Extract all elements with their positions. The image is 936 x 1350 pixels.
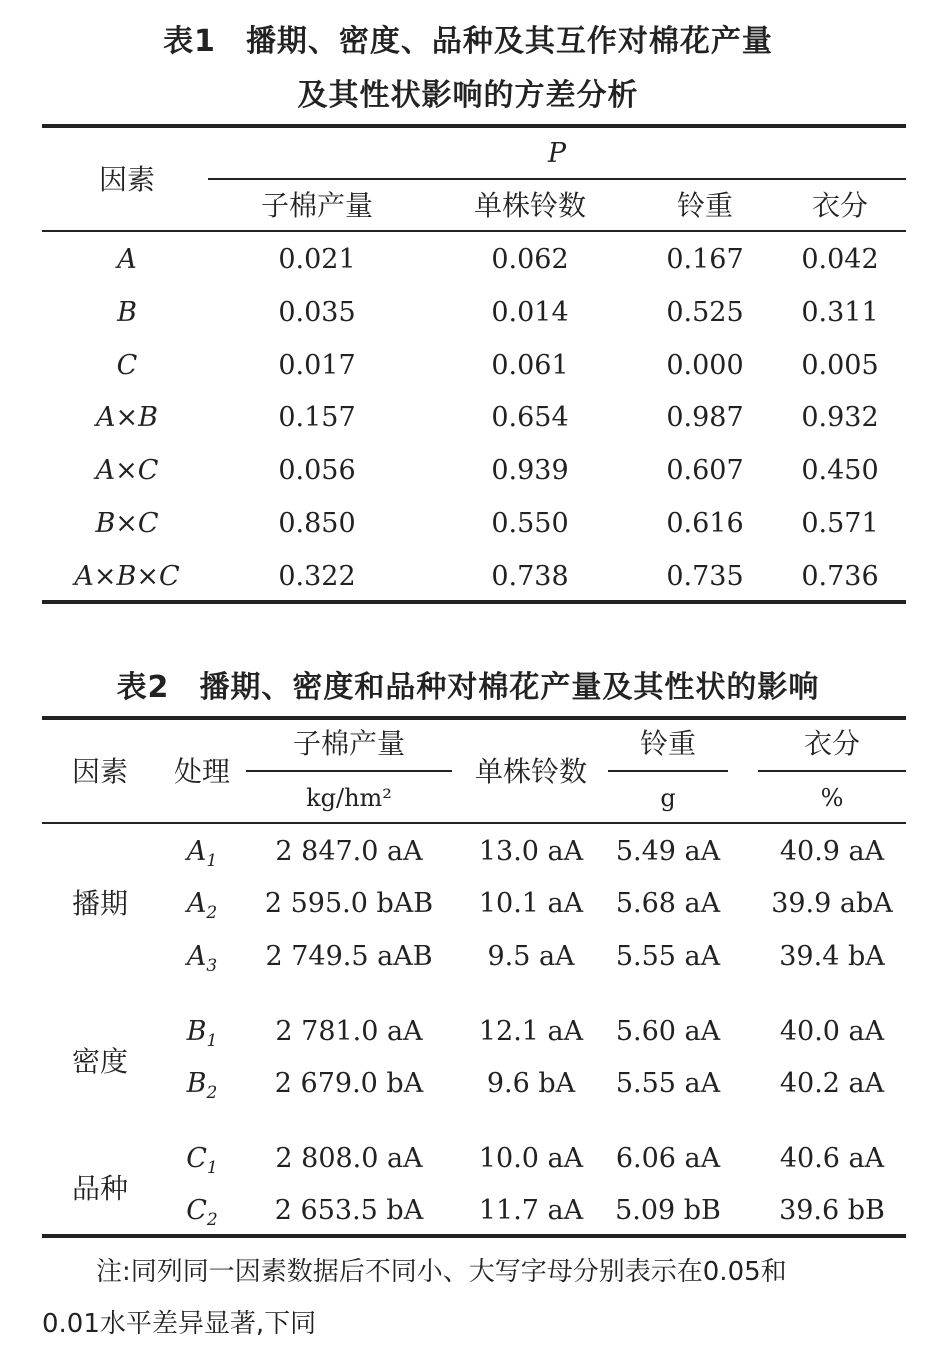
table2-yield-unit-rule bbox=[246, 770, 452, 772]
table2-title bbox=[0, 662, 936, 706]
table1-cell: 0.000 bbox=[666, 349, 744, 381]
table1-cell: 0.571 bbox=[801, 508, 879, 539]
treatment-subscript: 2 bbox=[206, 1083, 218, 1103]
table2-header-lint-unit: % bbox=[820, 784, 844, 812]
table1-header-factor: 因素 bbox=[98, 163, 155, 196]
table1-cell: 0.736 bbox=[801, 560, 879, 592]
table1-row-factor: B bbox=[117, 296, 137, 328]
table1-header-col-weight: 铃重 bbox=[676, 189, 733, 222]
table1-cell: 0.157 bbox=[278, 402, 356, 434]
table2-cell-weight: 5.49 aA bbox=[615, 836, 721, 867]
table1-header-col-lint: 衣分 bbox=[811, 189, 868, 222]
table1-cell: 0.654 bbox=[491, 402, 569, 434]
treatment-subscript: 2 bbox=[206, 903, 218, 923]
table1-cell: 0.042 bbox=[801, 244, 879, 275]
table2-treatment bbox=[160, 1068, 244, 1109]
table2-treatment bbox=[160, 1195, 244, 1236]
table2-treatment bbox=[160, 941, 244, 982]
table2-header-boll-weight-unit: g bbox=[660, 784, 676, 812]
table2-cell-lint: 39.6 bB bbox=[779, 1195, 885, 1226]
treatment-letter: A bbox=[186, 941, 207, 972]
table2-cell-lint: 40.0 aA bbox=[779, 1016, 885, 1047]
table2-cell-bolls: 9.6 bA bbox=[486, 1068, 576, 1099]
table2-header-yield-unit: kg/hm² bbox=[306, 784, 392, 812]
table2-cell-yield: 2 781.0 aA bbox=[275, 1016, 423, 1047]
table1-row-factor: A×B×C bbox=[74, 560, 180, 592]
table2-cell-bolls: 9.5 aA bbox=[487, 941, 575, 972]
table2-treatment bbox=[160, 888, 244, 929]
table2-cell-yield: 2 847.0 aA bbox=[275, 836, 423, 867]
table2-group-factor: 密度 bbox=[71, 1045, 128, 1078]
table1-title-line1: 播期、密度、品种及其互作对棉花产量 bbox=[245, 24, 773, 59]
table1-cell: 0.550 bbox=[491, 508, 569, 539]
table2-cell-yield: 2 595.0 bAB bbox=[264, 888, 434, 919]
treatment-subscript: 2 bbox=[206, 1210, 218, 1230]
table2-cell-bolls: 12.1 aA bbox=[478, 1016, 584, 1047]
table2-cell-weight: 5.68 aA bbox=[615, 888, 721, 919]
table1-row-factor: A bbox=[117, 244, 137, 275]
table1-cell: 0.850 bbox=[278, 508, 356, 539]
table2-header-boll-weight: 铃重 bbox=[639, 727, 696, 760]
table2-cell-bolls: 13.0 aA bbox=[478, 836, 584, 867]
table2-cell-yield: 2 808.0 aA bbox=[275, 1143, 423, 1174]
table1-top-rule bbox=[42, 124, 906, 128]
table2-cell-bolls: 10.0 aA bbox=[478, 1143, 584, 1174]
table1-row-factor: C bbox=[116, 349, 138, 381]
table2-header-rule bbox=[42, 822, 906, 824]
table1-title bbox=[0, 16, 936, 60]
table2-cell-weight: 6.06 aA bbox=[615, 1143, 721, 1174]
table1-cell: 0.616 bbox=[666, 508, 744, 539]
table1-header-rule bbox=[42, 230, 906, 232]
table2-number: 表2 bbox=[116, 670, 170, 705]
table1-header-p: P bbox=[547, 138, 567, 169]
table1-row-factor: A×B bbox=[96, 402, 158, 434]
treatment-letter: C bbox=[186, 1195, 207, 1226]
table2-header-factor: 因素 bbox=[71, 755, 128, 788]
treatment-subscript: 1 bbox=[206, 851, 218, 871]
table2-header-bolls: 单株铃数 bbox=[474, 755, 587, 788]
table2-group-factor: 播期 bbox=[71, 887, 128, 920]
table-note-line2: 0.01水平差异显著,下同 bbox=[42, 1309, 317, 1339]
table2-cell-lint: 40.9 aA bbox=[779, 836, 885, 867]
table2-cell-weight: 5.55 aA bbox=[615, 941, 721, 972]
table2-cell-bolls: 10.1 aA bbox=[478, 888, 584, 919]
table2-cell-weight: 5.55 aA bbox=[615, 1068, 721, 1099]
table1-cell: 0.021 bbox=[278, 244, 356, 275]
table1-cell: 0.735 bbox=[666, 560, 744, 592]
table2-cell-bolls: 11.7 aA bbox=[478, 1195, 584, 1226]
table2-cell-lint: 39.4 bA bbox=[779, 941, 885, 972]
table2-lint-unit-rule bbox=[758, 770, 906, 772]
table1-cell: 0.525 bbox=[666, 296, 744, 328]
treatment-subscript: 3 bbox=[206, 956, 218, 976]
table2-cell-yield: 2 653.5 bA bbox=[274, 1195, 424, 1226]
table2-cell-lint: 40.6 aA bbox=[779, 1143, 885, 1174]
table1-cell: 0.450 bbox=[801, 455, 879, 487]
table1-cell: 0.035 bbox=[278, 296, 356, 328]
treatment-subscript: 1 bbox=[206, 1158, 218, 1178]
table2-header-treatment: 处理 bbox=[173, 755, 230, 788]
table1-header-col-bolls: 单株铃数 bbox=[473, 189, 586, 222]
table2-group-factor: 品种 bbox=[71, 1172, 128, 1205]
table1-bottom-rule bbox=[42, 600, 906, 604]
table1-cell: 0.061 bbox=[491, 349, 569, 381]
table1-cell: 0.014 bbox=[491, 296, 569, 328]
table1-title-line2: 及其性状影响的方差分析 bbox=[297, 78, 639, 113]
table2-cell-yield: 2 749.5 aAB bbox=[265, 941, 433, 972]
table1-p-rule bbox=[208, 178, 906, 180]
table1-row-factor: A×C bbox=[95, 455, 159, 487]
table2-treatment bbox=[160, 836, 244, 877]
table2-weight-unit-rule bbox=[608, 770, 728, 772]
table1-cell: 0.607 bbox=[666, 455, 744, 487]
table1-cell: 0.738 bbox=[491, 560, 569, 592]
table1-cell: 0.167 bbox=[666, 244, 744, 275]
treatment-subscript: 1 bbox=[206, 1031, 218, 1051]
table1-cell: 0.932 bbox=[801, 402, 879, 434]
treatment-letter: C bbox=[186, 1143, 207, 1174]
table2-title-text: 播期、密度和品种对棉花产量及其性状的影响 bbox=[199, 670, 820, 705]
table2-cell-weight: 5.09 bB bbox=[615, 1195, 721, 1226]
table1-cell: 0.322 bbox=[278, 560, 356, 592]
table2-header-yield: 子棉产量 bbox=[292, 727, 405, 760]
table1-cell: 0.017 bbox=[278, 349, 356, 381]
table1-cell: 0.062 bbox=[491, 244, 569, 275]
table1-cell: 0.056 bbox=[278, 455, 356, 487]
table1-cell: 0.939 bbox=[491, 455, 569, 487]
table2-top-rule bbox=[42, 716, 906, 720]
table2-cell-lint: 39.9 abA bbox=[771, 888, 893, 919]
table2-cell-yield: 2 679.0 bA bbox=[274, 1068, 424, 1099]
table1-cell: 0.987 bbox=[666, 402, 744, 434]
treatment-letter: A bbox=[186, 888, 207, 919]
table-note-line1: 注:同列同一因素数据后不同小、大写字母分别表示在0.05和 bbox=[96, 1257, 787, 1287]
treatment-letter: B bbox=[186, 1016, 207, 1047]
table1-cell: 0.311 bbox=[801, 296, 879, 328]
table2-header-lint: 衣分 bbox=[803, 727, 860, 760]
table1-row-factor: B×C bbox=[95, 508, 159, 539]
table2-cell-lint: 40.2 aA bbox=[779, 1068, 885, 1099]
table2-treatment bbox=[160, 1143, 244, 1184]
table1-number: 表1 bbox=[163, 24, 216, 59]
treatment-letter: A bbox=[186, 836, 207, 867]
treatment-letter: B bbox=[186, 1068, 207, 1099]
table2-cell-weight: 5.60 aA bbox=[615, 1016, 721, 1047]
table1-cell: 0.005 bbox=[801, 349, 879, 381]
table1-header-col-yield: 子棉产量 bbox=[260, 189, 373, 222]
table2-treatment bbox=[160, 1016, 244, 1057]
